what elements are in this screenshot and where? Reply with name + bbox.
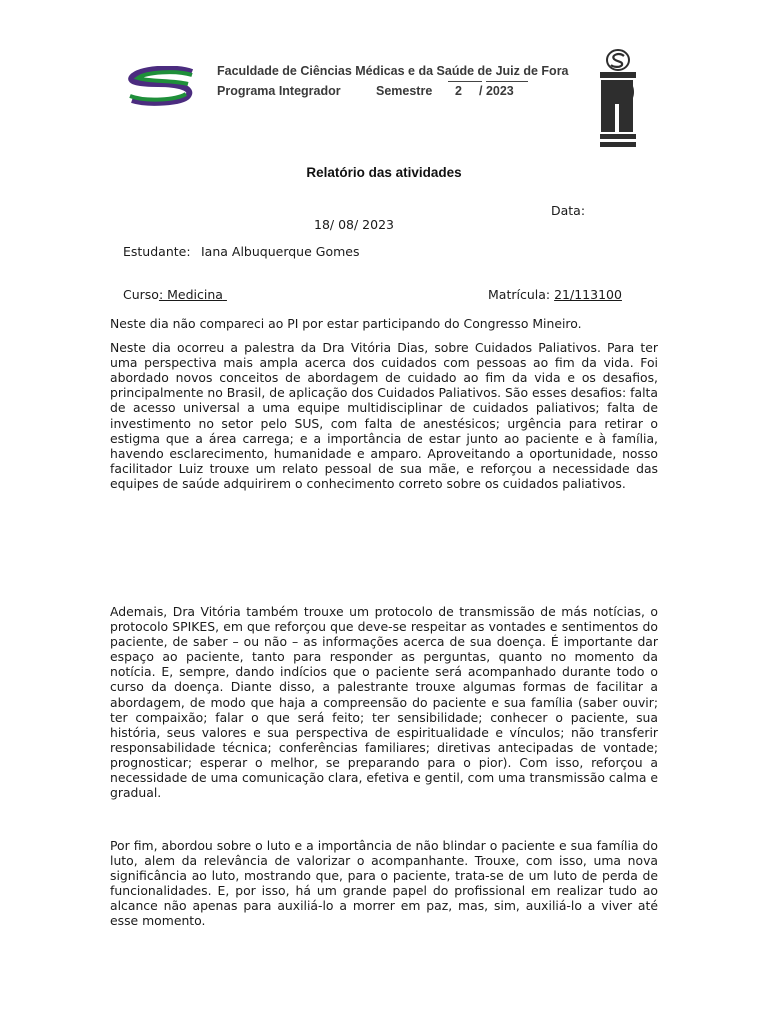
- student-name: Iana Albuquerque Gomes: [201, 244, 360, 259]
- course-value: : Medicina: [158, 287, 223, 302]
- date-label: Data:: [551, 203, 586, 218]
- paragraph-4: Por fim, abordou sobre o luto e a importância de não blindar o paciente e sua família do luto, alem da relevância de valorizar o acompanhante. Trouxe, com isso, uma nova significância ao luto, mostrando que, para o paciente, trata-se de um luto de perda de funcionalidades. E, por isso, há um grande papel do profissional em realizar tudo ao alcance não apenas para auxiliá-lo a morrer em paz, mas, sim, auxiliá-lo a viver até esse momento.: [110, 838, 658, 929]
- report-body: [110, 316, 658, 500]
- report-body-3: [110, 838, 658, 938]
- paragraph-2-a: Neste dia ocorreu a palestra da Dra Vitória Dias, sobre Cuidados Paliativos. Para ter uma perspectiva mais ampla acerca dos cuidados com pessoas ao fim da vida. Foi abordado novos conceitos de abordagem de cuidado ao fim da vida e os desafios, principalmente no Brasil, de aplicação dos Cuidados Paliativos. São esses desafios: falta de acesso universal a uma equipe multidisciplinar de cuidados paliativos; falta de investimento no setor pelo SUS, com falta de anestésicos; urgência para retirar o estigma que a área carrega; e a importância de estar junto ao paciente e à família, havendo esclarecimento, humanidade e amparo. Aproveitando a oportunidade, nosso facilitador Luiz trouxe um relato pessoal de sua mãe, e reforçou a necessidade das equipes de saúde adquirirem o conhecimento correto sobre os cuidados paliativos.: [110, 340, 658, 491]
- semester-year: / 2023: [479, 84, 514, 98]
- semester-label: Semestre: [376, 84, 433, 98]
- year-rule: [486, 81, 528, 82]
- registration-field: [488, 287, 622, 302]
- faculty-logo: [126, 66, 198, 106]
- program-name: Programa Integrador: [217, 84, 341, 98]
- page-title: Relatório das atividades: [306, 165, 462, 180]
- semester-number: 2: [455, 84, 462, 98]
- registration-label: Matrícula:: [488, 287, 551, 302]
- institution-name: Faculdade de Ciências Médicas e da Saúde de Juiz de Fora: [217, 64, 569, 78]
- suprema-pi-logo: [595, 48, 641, 152]
- paragraph-3: Ademais, Dra Vitória também trouxe um protocolo de transmissão de más notícias, o protocolo SPIKES, em que reforçou que deve-se respeitar as vontades e sentimentos do paciente, de saber – ou não – as informações acerca de sua doença. É importante dar espaço ao paciente, tanto para responder as perguntas, quanto no momento da notícia. E, sempre, dando indícios que o paciente será acompanhado durante todo o curso da doença. Diante disso, a palestrante trouxe algumas formas de facilitar a abordagem, de modo que haja a compreensão do paciente e sua família (saber ouvir; ter compaixão; falar o que será feito; ter sensibilidade; conhecer o paciente, sua história, seus valores e sua perspectiva de espiritualidade e vínculos; não transferir responsabilidade técnica; conferências familiares; diretivas antecipadas de vontade; prognosticar; esperar o melhor, se preparando para o pior). Com isso, reforçou a necessidade de uma comunicação clara, efetiva e gentil, com uma transmissão calma e gradual.: [110, 604, 659, 801]
- course-underline: [223, 287, 357, 302]
- semester-rule: [448, 81, 482, 82]
- paragraph-1: Neste dia não compareci ao PI por estar participando do Congresso Mineiro.: [110, 316, 582, 331]
- course-label: Curso: [123, 287, 159, 302]
- date-value: 18/ 08/ 2023: [314, 217, 394, 232]
- report-body-2: [110, 604, 658, 809]
- registration-value: 21/113100: [554, 287, 622, 302]
- student-label: Estudante:: [123, 244, 191, 259]
- course-field: [123, 287, 357, 302]
- paragraph-2: [110, 340, 658, 491]
